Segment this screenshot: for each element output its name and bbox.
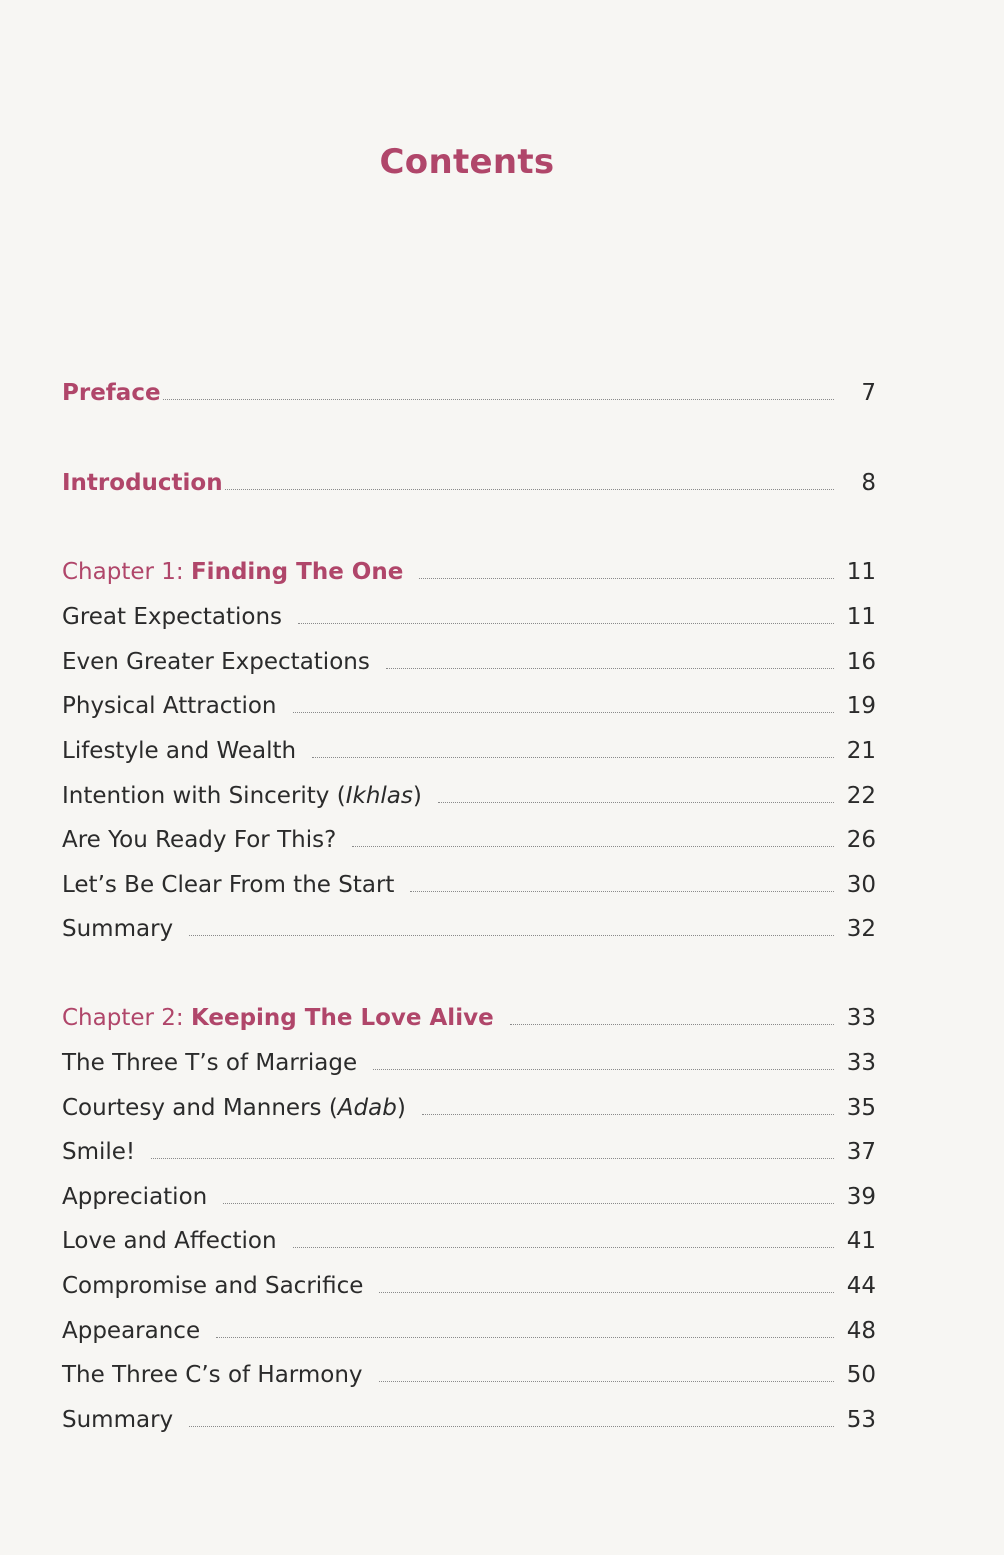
- toc-section[interactable]: [62, 1087, 876, 1123]
- toc-entry-label: Preface: [62, 380, 161, 406]
- toc-entry-label: Are You Ready For This?: [62, 827, 337, 853]
- toc-section[interactable]: [62, 1399, 876, 1435]
- toc-page-number: 26: [846, 827, 876, 853]
- toc-section[interactable]: [62, 1131, 876, 1167]
- dot-leader: [216, 1336, 834, 1338]
- toc-section[interactable]: [62, 819, 876, 855]
- dot-leader: [373, 1068, 834, 1070]
- dot-leader: [510, 1023, 834, 1025]
- toc-entry-label: Even Greater Expectations: [62, 649, 370, 675]
- toc-section[interactable]: [62, 1220, 876, 1256]
- label-suffix: ): [412, 783, 422, 809]
- toc-section[interactable]: [62, 730, 876, 766]
- toc-section[interactable]: [62, 641, 876, 677]
- chapter-heading: [62, 557, 403, 587]
- toc-entry-label: Compromise and Sacrifice: [62, 1273, 364, 1299]
- chapter-heading: [62, 1003, 494, 1033]
- dot-leader: [151, 1157, 834, 1159]
- toc-entry-label: Appearance: [62, 1318, 201, 1344]
- dot-leader: [386, 667, 834, 669]
- toc-page-number: 7: [861, 380, 876, 406]
- dot-leader: [422, 1113, 834, 1115]
- dot-leader: [189, 1425, 834, 1427]
- toc-page-number: 11: [846, 604, 876, 630]
- label-italic-term: Adab: [337, 1095, 397, 1121]
- dot-leader: [352, 845, 834, 847]
- dot-leader: [298, 622, 834, 624]
- label-text: Courtesy and Manners (: [62, 1095, 338, 1121]
- dot-leader: [293, 711, 835, 713]
- label-text: Intention with Sincerity (: [62, 783, 346, 809]
- toc-entry-label: Summary: [62, 1407, 174, 1433]
- toc-page-number: 19: [846, 693, 876, 719]
- toc-entry-label: Introduction: [62, 470, 223, 496]
- toc-entry-introduction[interactable]: [62, 462, 876, 498]
- toc-section[interactable]: [62, 1354, 876, 1390]
- toc-section[interactable]: [62, 908, 876, 944]
- dot-leader: [163, 398, 834, 400]
- toc-entry-label: Summary: [62, 916, 174, 942]
- toc-page-number: 21: [846, 738, 876, 764]
- toc-page-number: 39: [846, 1184, 876, 1210]
- toc-page-number: 8: [861, 470, 876, 496]
- toc-section[interactable]: [62, 596, 876, 632]
- toc-entry-preface[interactable]: [62, 372, 876, 408]
- chapter-name: Finding The One: [190, 559, 404, 585]
- chapter-name: Keeping The Love Alive: [190, 1005, 494, 1031]
- toc-section[interactable]: [62, 685, 876, 721]
- toc-page-number: 16: [846, 649, 876, 675]
- toc-section[interactable]: [62, 775, 876, 811]
- toc-page-number: 22: [846, 783, 876, 809]
- dot-leader: [410, 890, 834, 892]
- toc-page-number: 53: [846, 1407, 876, 1433]
- dot-leader: [312, 756, 834, 758]
- toc-chapter-1[interactable]: [62, 551, 876, 587]
- toc-entry-label: The Three C’s of Harmony: [62, 1362, 363, 1388]
- toc-page-number: 44: [846, 1273, 876, 1299]
- toc-entry-label: The Three T’s of Marriage: [62, 1050, 358, 1076]
- toc-entry-label: Let’s Be Clear From the Start: [62, 872, 395, 898]
- toc-page-number: 50: [846, 1362, 876, 1388]
- toc-page-number: 30: [846, 872, 876, 898]
- toc-page-number: 35: [846, 1095, 876, 1121]
- dot-leader: [223, 1202, 834, 1204]
- page-title: Contents: [379, 142, 555, 182]
- toc-page-number: 33: [846, 1050, 876, 1076]
- toc-page-number: 41: [846, 1228, 876, 1254]
- dot-leader: [225, 488, 834, 490]
- toc-entry-label: [62, 781, 422, 811]
- toc-page-number: 48: [846, 1318, 876, 1344]
- toc-chapter-2[interactable]: [62, 997, 876, 1033]
- chapter-prefix: Chapter 1:: [62, 559, 191, 585]
- dot-leader: [379, 1380, 834, 1382]
- toc-page-number: 32: [846, 916, 876, 942]
- toc-page-number: 11: [846, 559, 876, 585]
- toc-entry-label: [62, 1093, 406, 1123]
- toc-section[interactable]: [62, 1176, 876, 1212]
- toc-entry-label: Appreciation: [62, 1184, 208, 1210]
- toc-section[interactable]: [62, 1310, 876, 1346]
- dot-leader: [379, 1291, 834, 1293]
- dot-leader: [189, 934, 834, 936]
- toc-page-number: 37: [846, 1139, 876, 1165]
- toc-entry-label: Physical Attraction: [62, 693, 277, 719]
- dot-leader: [293, 1246, 834, 1248]
- toc-section[interactable]: [62, 864, 876, 900]
- dot-leader: [438, 801, 834, 803]
- label-suffix: ): [396, 1095, 406, 1121]
- label-italic-term: Ikhlas: [345, 783, 413, 809]
- toc-entry-label: Lifestyle and Wealth: [62, 738, 297, 764]
- toc-section[interactable]: [62, 1265, 876, 1301]
- toc-section[interactable]: [62, 1042, 876, 1078]
- toc-entry-label: Smile!: [62, 1139, 136, 1165]
- dot-leader: [419, 577, 834, 579]
- toc-entry-label: Great Expectations: [62, 604, 283, 630]
- toc-entry-label: Love and Affection: [62, 1228, 277, 1254]
- chapter-prefix: Chapter 2:: [62, 1005, 191, 1031]
- toc-page-number: 33: [846, 1005, 876, 1031]
